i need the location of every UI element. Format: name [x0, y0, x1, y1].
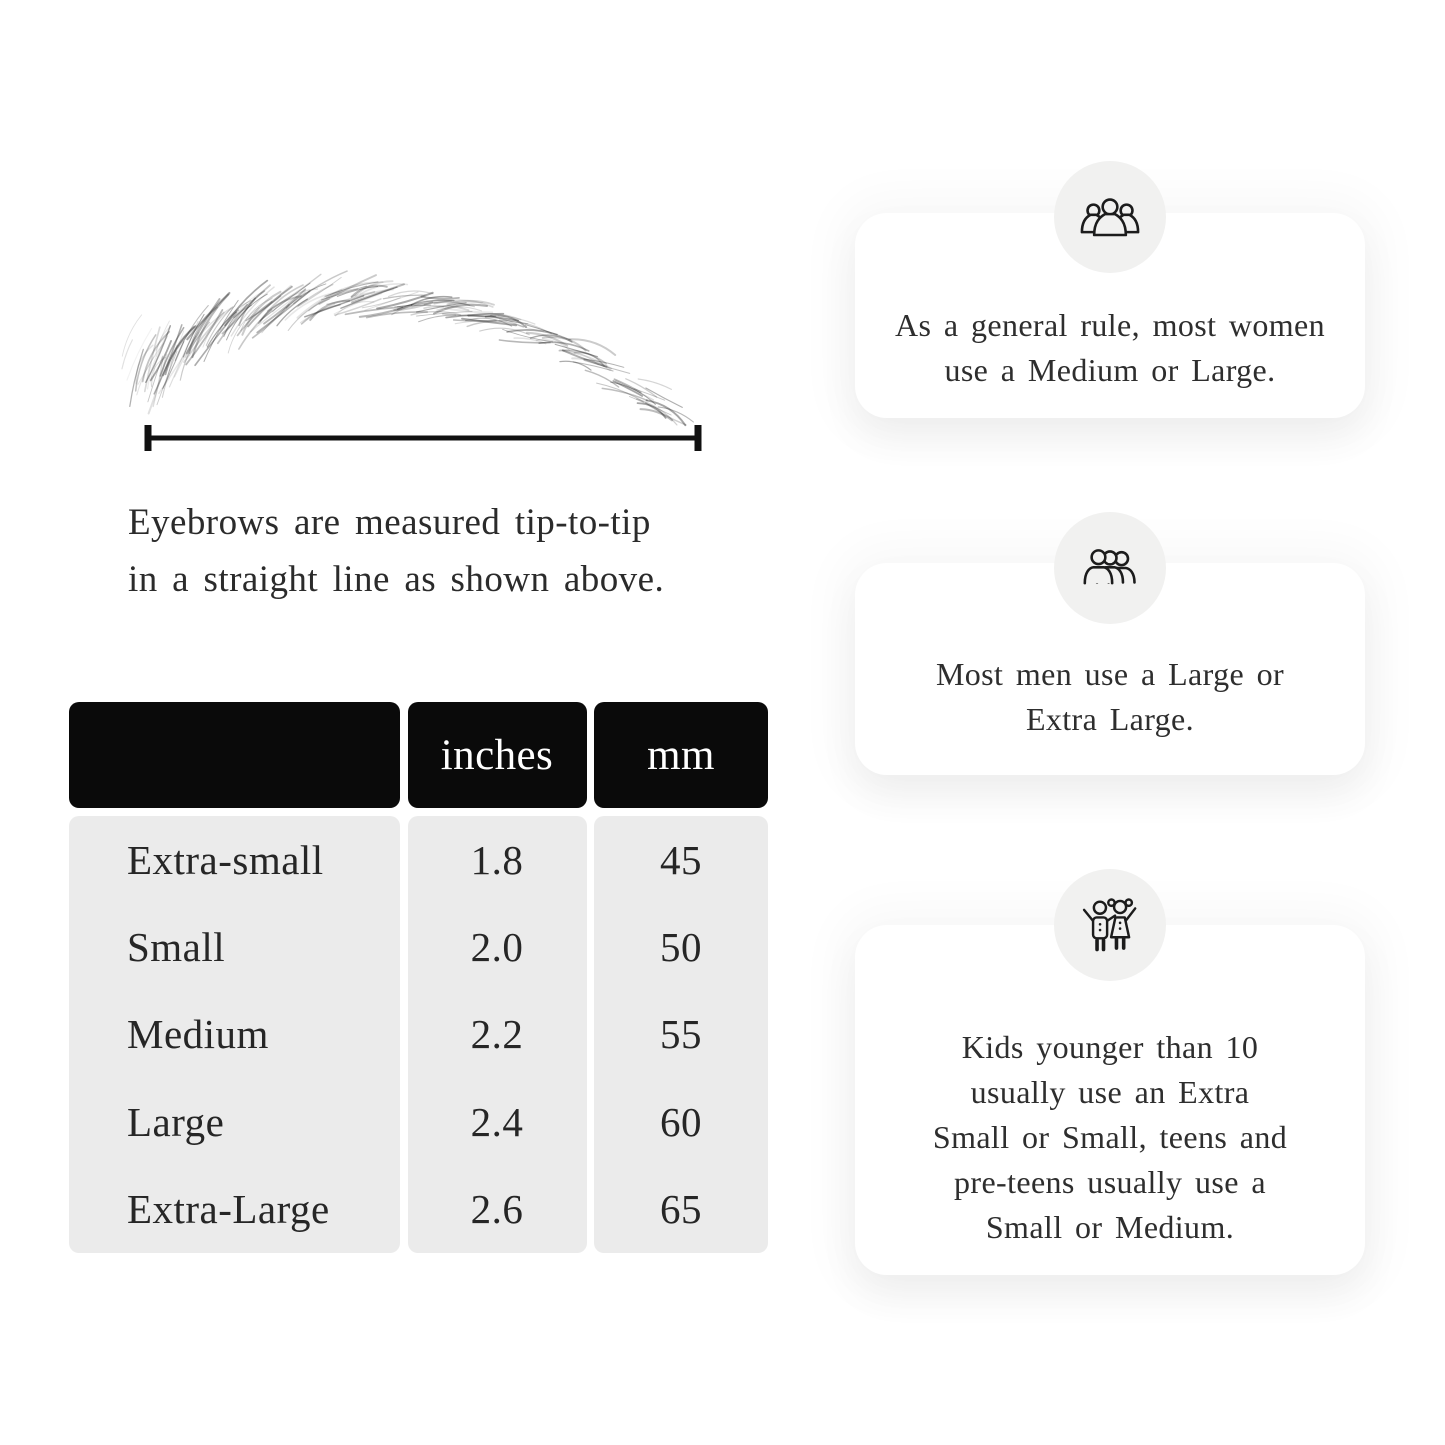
card-line: Most men use a Large or: [935, 656, 1285, 692]
table-cell-inches: 1.8: [470, 836, 524, 883]
card-text: [895, 303, 1325, 393]
table-cell-inches: 2.4: [470, 1098, 524, 1145]
men-group-icon: [1074, 532, 1146, 604]
card-line: As a general rule, most women: [894, 306, 1326, 343]
card-text: [936, 652, 1284, 742]
table-row-label: Extra-small: [127, 836, 324, 883]
size-table-header-blank: [69, 702, 400, 808]
size-table-column-inches: [408, 816, 587, 1253]
size-table: [69, 702, 768, 1253]
measurement-caption: [128, 494, 664, 608]
table-row-label: Medium: [127, 1011, 269, 1058]
size-table-column-mm: [594, 816, 768, 1253]
size-table-column-sizes: [69, 816, 400, 1253]
info-card-men: [855, 563, 1365, 775]
card-line: Kids younger than 10: [961, 1028, 1259, 1065]
card-line: usually use an Extra: [970, 1073, 1250, 1110]
table-cell-inches: 2.6: [470, 1186, 524, 1233]
eyebrow-sketch: [112, 228, 712, 440]
kids-icon: [1074, 889, 1146, 961]
card-text: [933, 1025, 1287, 1250]
icon-circle: [1054, 869, 1166, 981]
women-group-icon: [1074, 181, 1146, 253]
caption-line-2: in a straight line as shown above.: [128, 559, 665, 600]
info-card-women: [855, 213, 1365, 418]
measurement-line: [140, 421, 706, 455]
size-table-header-inches: inches: [408, 702, 587, 808]
caption-line-1: Eyebrows are measured tip-to-tip: [128, 502, 651, 543]
info-card-kids: [855, 925, 1365, 1275]
size-table-header-mm: mm: [594, 702, 768, 808]
card-line: Small or Medium.: [985, 1208, 1235, 1245]
table-cell-inches: 2.0: [470, 924, 524, 971]
table-cell-inches: 2.2: [470, 1011, 524, 1058]
table-cell-mm: 50: [660, 924, 702, 971]
icon-circle: [1054, 512, 1166, 624]
card-line: Extra Large.: [1025, 701, 1195, 737]
table-row-label: Large: [127, 1098, 225, 1145]
table-row-label: Extra-Large: [127, 1186, 330, 1233]
card-line: use a Medium or Large.: [944, 351, 1276, 388]
table-cell-mm: 65: [660, 1186, 702, 1233]
table-row-label: Small: [127, 924, 226, 971]
icon-circle: [1054, 161, 1166, 273]
card-line: pre-teens usually use a: [954, 1163, 1266, 1200]
table-cell-mm: 55: [660, 1011, 702, 1058]
table-cell-mm: 60: [660, 1098, 702, 1145]
card-line: Small or Small, teens and: [932, 1118, 1288, 1155]
table-cell-mm: 45: [660, 836, 702, 883]
